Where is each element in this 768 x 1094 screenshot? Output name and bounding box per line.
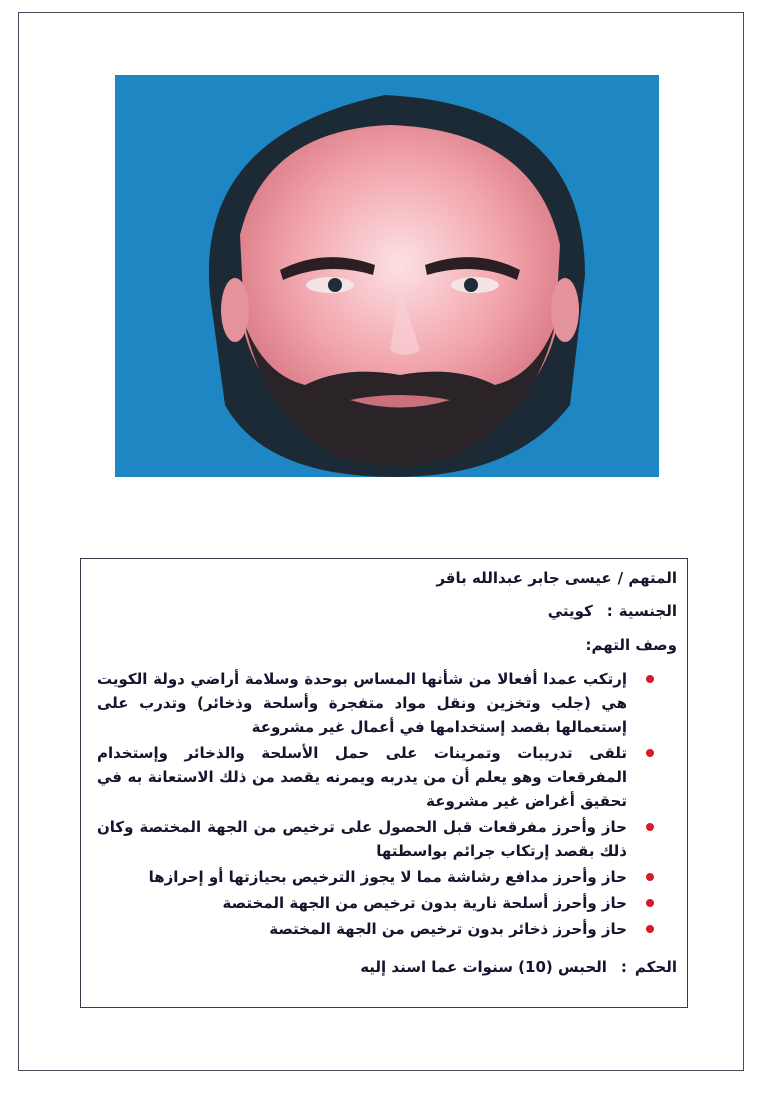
- accused-details-box: [80, 558, 688, 1008]
- charges-heading: وصف التهم:: [585, 636, 677, 654]
- verdict-field: [360, 957, 677, 977]
- charge-item: [97, 741, 687, 813]
- accused-photo: [115, 75, 659, 477]
- charge-text: حاز وأحرز أسلحة نارية بدون ترخيص من الجهة المختصة: [222, 894, 627, 912]
- verdict-separator: :: [620, 958, 627, 976]
- bullet-icon: [646, 675, 654, 683]
- accused-name-field: [436, 568, 677, 588]
- verdict-value: الحبس (10) سنوات عما اسند إليه: [360, 958, 607, 976]
- bullet-icon: [646, 823, 654, 831]
- charge-text: حاز وأحرز مفرقعات قبل الحصول على ترخيص من الجهة المختصة وكان ذلك بقصد إرتكاب جرائم بواسطتها: [97, 818, 627, 860]
- charge-text: تلقى تدريبات وتمرينات على حمل الأسلحة والذخائر وإستخدام المفرقعات وهو يعلم أن من يدربه ويمرنه يقصد من ذلك الاستعانة به في تحقيق أغراض غير مشروعة: [97, 744, 627, 810]
- accused-name: عيسى جابر عبدالله باقر: [436, 569, 612, 587]
- charge-text: حاز وأحرز ذخائر بدون ترخيص من الجهة المختصة: [269, 920, 627, 938]
- accused-label: المتهم /: [617, 569, 677, 587]
- nationality-separator: :: [606, 602, 613, 620]
- portrait-image: [115, 75, 659, 477]
- charge-item: [97, 865, 687, 889]
- bullet-icon: [646, 873, 654, 881]
- charges-list: [97, 667, 687, 943]
- nationality-value: كويتي: [547, 602, 593, 620]
- charge-item: [97, 917, 687, 941]
- charge-text: إرتكب عمدا أفعالا من شأنها المساس بوحدة وسلامة أراضي دولة الكويت هي (جلب وتخزين ونقل مواد متفجرة وأسلحة وذخائر) وتدرب على إستعمالها بقصد إستخدامها في أعمال غير مشروعة: [97, 670, 627, 736]
- charge-item: [97, 667, 687, 739]
- charge-item: [97, 815, 687, 863]
- left-ear: [221, 278, 249, 342]
- nationality-field: [548, 601, 677, 621]
- bullet-icon: [646, 925, 654, 933]
- verdict-label: الحكم: [634, 958, 677, 976]
- bullet-icon: [646, 749, 654, 757]
- right-ear: [551, 278, 579, 342]
- charge-item: [97, 891, 687, 915]
- charge-text: حاز وأحرز مدافع رشاشة مما لا يجوز الترخيص بحيازتها أو إحرازها: [148, 868, 627, 886]
- nationality-label: الجنسية: [618, 602, 677, 620]
- bullet-icon: [646, 899, 654, 907]
